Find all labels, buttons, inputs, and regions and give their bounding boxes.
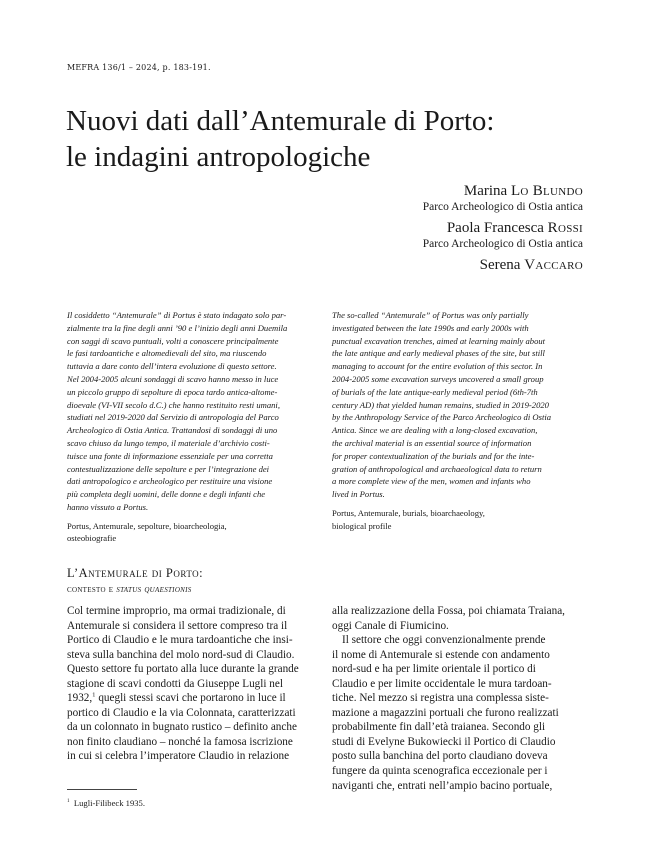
abstract-line: studiati nel 2019-2020 dal Servizio di antropologia del Parco [67,412,279,423]
footnote-reference: 1 [92,691,96,699]
body-line: nord-sud e ha per limite orientale il portico di [332,663,536,676]
author-3 [423,257,583,274]
footnote [67,798,145,808]
body-line: alla realizzazione della Fossa, poi chiamata Traiana, [332,605,565,617]
body-line: studi di Evelyne Bukowiecki il Portico di Claudio [332,735,556,748]
abstract-line: hanno vissuto a Portus. [67,501,149,512]
body-line: fungere da quinta scenografica eccezionale per i [332,765,548,778]
author-first-name: Serena [479,257,521,273]
author-affiliation: Parco Archeologico di Ostia antica [422,201,583,213]
section-subtitle-part: contesto e [67,584,117,595]
body-line: tiche. Nel mezzo si registra una complessa siste- [332,692,549,705]
body-line: Portico di Claudio e le mura tardoantiche che insi- [67,634,293,647]
author-affiliation: Parco Archeologico di Ostia antica [422,238,583,250]
abstract-line: un piccolo gruppo di sepolture di epoca tardo antica-altome- [67,386,278,397]
author-last-name: Vaccaro [524,257,583,273]
abstract-line: le fasi tardoantiche e altomedievali del sito, ma riuscendo [67,348,267,359]
body-line: 1932,$^1$ quegli stessi scavi che portarono in luce il [67,691,286,705]
abstract-line: investigated between the late 1990s and early 2000s with [332,322,529,333]
abstract-line: Antica. Since we are dealing with a long-closed excavation, [332,425,538,436]
abstract-line: the late antique and early medieval phases of the site, but still [332,348,545,359]
footnote-text: Lugli-Filibeck 1935. [73,798,146,808]
abstract-line: tuisce una fonte di informazione essenziale per una corretta [67,450,273,461]
body-line: da un colonnato in bugnato rustico – definito anche [67,721,297,734]
body-line: posto sulla banchina del porto claudiano doveva [332,750,548,763]
keywords-line: biological profile [332,520,392,531]
body-line: in cui si celebra l’imperatore Claudio in relazione [67,750,290,763]
abstract-line: of burials of the late antique-early medieval period (6th-7th [332,386,538,397]
body-column-right [332,604,584,793]
article-title [66,103,494,175]
keywords-italian [67,520,319,545]
body-line: probabilmente fin dall’età traianea. Secondo gli [332,721,546,734]
footnote-marker: 1 [67,798,70,805]
author-first-name: Marina [463,183,508,199]
keywords-english [332,507,584,532]
title-line-2: le indagini antropologiche [66,141,371,173]
body-line: non finito claudiano – nonché la famosa iscrizione [67,735,293,748]
abstract-line: contestualizzazione delle sepolture e per l’integrazione dei [67,463,270,474]
body-line: mazione a magazzini portuali che furono realizzati [332,706,559,719]
body-line: portico di Claudio e la via Colonnata, caratterizzati [67,706,296,719]
abstract-line: più completa degli uomini, delle donne e degli infanti che [67,489,266,500]
abstract-line: Il cosiddetto “Antemurale” di Portus è stato indagato solo par- [67,310,287,320]
abstract-english [332,309,584,532]
running-head: MEFRA 136/1 – 2024, p. 183-191. [67,63,211,72]
keywords-line: osteobiografie [67,533,117,544]
author-first-name: Paola Francesca [446,220,544,236]
body-line: Il settore che oggi convenzionalmente prende [342,634,546,647]
body-column-left [67,604,319,764]
abstract-line: zialmente tra la fine degli anni ’90 e l’inizio degli anni Duemila [67,322,288,333]
abstract-italian-text [67,309,319,514]
author-last-name: Lo Blundo [510,183,583,199]
abstract-line: managing to account for the entire evolution of this sector. In [332,361,543,372]
author-2 [423,220,583,251]
body-line: stagione di scavi condotti da Giuseppe Lugli nel [67,677,283,690]
body-line: naviganti che, entrati nell’ampio bacino portuale, [332,779,553,792]
author-block [423,183,583,280]
section-title: L’Antemurale di Porto: [67,566,204,580]
abstract-line: The so-called “Antemurale” of Portus was only partially [332,310,529,320]
body-line: oggi Canale di Fiumicino. [332,619,449,632]
section-heading [67,566,203,597]
body-line: steva sulla banchina del molo nord-sud di Claudio. [67,648,295,661]
abstract-line: scavo chiuso da lungo tempo, il materiale d’archivio costi- [67,437,270,448]
abstract-line: 2004-2005 some excavation surveys uncovered a small group [332,373,544,384]
abstract-line: for proper contextualization of the burials and for the inte- [332,450,535,461]
title-line-1: Nuovi dati dall’Antemurale di Porto: [66,105,495,137]
body-line: Questo settore fu portato alla luce durante la grande [67,663,299,676]
keywords-line: Portus, Antemurale, burials, bioarchaeology, [332,507,485,518]
abstract-line: the archival material is an essential source of information [332,437,532,448]
footnote-rule [67,789,137,790]
abstract-line: century AD) that yielded human remains, studied in 2019-2020 [332,399,549,410]
section-subtitle-latin: status quaestionis [116,584,192,595]
abstract-line: by the Anthropology Service of the Parco Archeologico di Ostia [332,412,552,423]
abstract-italian [67,309,319,545]
abstract-line: dati antropologico e archeologico per restituire una visione [67,476,273,487]
body-line: Claudio e per limite occidentale le mura tardoan- [332,677,552,690]
abstract-line: con saggi di scavo puntuali, volti a conoscere principalmente [67,335,279,346]
abstract-line: a more complete view of the men, women and infants who [332,476,531,487]
abstract-line: Archeologico di Ostia Antica. Trattandosi di sondaggi di uno [67,425,278,436]
abstract-line: lived in Portus. [332,489,385,500]
abstract-english-text [332,309,584,501]
abstract-line: dioevale (VI-VII secolo d.C.) che hanno restituito resti umani, [67,399,280,410]
abstract-line: punctual excavation trenches, aimed at learning mainly about [332,335,546,346]
body-line: il nome di Antemurale si estende con andamento [332,648,550,661]
author-1 [423,183,583,214]
abstract-line: gration of anthropological and archaeological data to return [332,463,542,474]
author-last-name: Rossi [547,220,583,236]
abstract-line: tuttavia a dare conto dell’intera evoluzione di questo settore. [67,361,277,372]
keywords-line: Portus, Antemurale, sepolture, bioarcheologia, [67,520,227,531]
abstract-line: Nel 2004-2005 alcuni sondaggi di scavo hanno messo in luce [67,373,279,384]
body-line: Antemurale si considera il settore compreso tra il [67,619,288,632]
section-subtitle [67,583,203,597]
body-line: Col termine improprio, ma ormai tradizionale, di [67,605,286,617]
